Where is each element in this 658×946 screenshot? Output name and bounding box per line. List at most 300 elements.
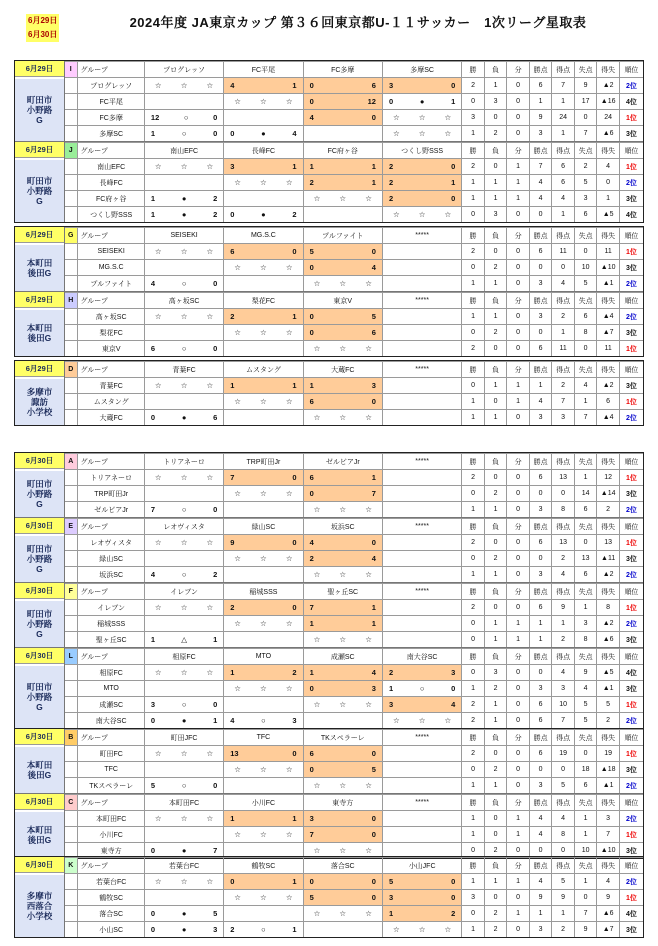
score-value: 0 (292, 603, 297, 612)
score-value: ☆ (285, 489, 293, 498)
score-value: ☆ (444, 210, 452, 219)
score-value: 0 (213, 700, 218, 709)
group-block-G (15, 227, 643, 292)
row-spacer (64, 827, 78, 843)
score-display (145, 700, 223, 709)
venue-label (15, 361, 65, 425)
stat-value: 1 (574, 600, 597, 616)
stat-value: 7 (597, 827, 620, 843)
group-letter: C (64, 795, 78, 811)
score-display (145, 413, 223, 422)
table-row (64, 78, 643, 94)
column-team-name: 青葉FC (144, 362, 223, 378)
table-row (64, 325, 643, 341)
group-label: グループ (78, 649, 144, 665)
match-result (224, 394, 303, 410)
rank-value: 3位 (619, 126, 643, 142)
stat-value: 0 (574, 244, 597, 260)
match-result (224, 665, 303, 681)
score-display (145, 749, 223, 758)
score-value: 3 (371, 684, 376, 693)
rank-value: 1位 (619, 697, 643, 713)
stat-value: 2 (462, 341, 485, 357)
result-mark: ☆ (260, 489, 267, 498)
result-mark: ☆ (260, 554, 267, 563)
score-display (145, 814, 223, 823)
match-result (224, 567, 303, 583)
venue-name: 町田市 小野路 G (15, 471, 64, 517)
match-result (382, 778, 461, 794)
score-value: 1 (213, 716, 218, 725)
stat-value: 0 (462, 260, 485, 276)
stat-value: 4 (529, 827, 552, 843)
result-mark: ☆ (339, 344, 347, 353)
score-display (145, 877, 223, 886)
stat-value: 0 (529, 486, 552, 502)
stat-header: 得点 (552, 293, 575, 309)
result-mark: ● (181, 413, 187, 422)
score-display (224, 397, 302, 406)
score-value: ☆ (392, 716, 400, 725)
score-display (304, 381, 382, 390)
stat-value: 1 (507, 159, 530, 175)
score-value: ☆ (206, 381, 214, 390)
score-value: ☆ (206, 538, 214, 547)
score-value: 1 (292, 162, 297, 171)
score-value: 6 (309, 473, 314, 482)
score-value: ☆ (392, 925, 400, 934)
row-team-name: トリアネーロ (78, 470, 144, 486)
match-result (382, 713, 461, 729)
row-team-name: FC府ヶ谷 (78, 191, 144, 207)
score-value: ☆ (206, 312, 214, 321)
rank-value: 3位 (619, 762, 643, 778)
score-display (145, 570, 223, 579)
match-result (224, 697, 303, 713)
stat-header: 得失 (597, 62, 620, 78)
stat-header: 得点 (552, 649, 575, 665)
match-result (144, 78, 223, 94)
match-date: 6月30日 (15, 518, 64, 534)
stat-value: 10 (552, 697, 575, 713)
match-result (303, 535, 382, 551)
stat-value: 0 (484, 244, 507, 260)
row-spacer (64, 502, 78, 518)
row-spacer (64, 126, 78, 142)
score-display (304, 668, 382, 677)
score-value: ☆ (234, 684, 241, 693)
match-result (144, 159, 223, 175)
stat-value: 0 (507, 551, 530, 567)
row-spacer (64, 394, 78, 410)
stat-header: 得失 (597, 362, 620, 378)
score-value: 1 (292, 381, 297, 390)
stat-value: 4 (574, 378, 597, 394)
rank-value: 2位 (619, 616, 643, 632)
match-result (144, 276, 223, 292)
table-row (64, 276, 643, 292)
row-team-name: TFC (78, 762, 144, 778)
stat-value: 0 (507, 78, 530, 94)
stat-value: 1 (484, 616, 507, 632)
score-value: ☆ (444, 113, 452, 122)
table-row (64, 827, 643, 843)
stat-value: 2 (484, 126, 507, 142)
score-value: ☆ (154, 473, 162, 482)
match-result (382, 394, 461, 410)
match-result (144, 486, 223, 502)
score-value: 1 (371, 473, 376, 482)
stat-value: 17 (574, 94, 597, 110)
match-result (144, 110, 223, 126)
score-value: 3 (150, 700, 156, 709)
row-team-name: FC多摩 (78, 110, 144, 126)
stat-value: 6 (529, 470, 552, 486)
match-result (224, 78, 303, 94)
score-value: ☆ (365, 344, 372, 353)
result-mark: ☆ (339, 505, 347, 514)
stat-value: 19 (597, 746, 620, 762)
match-result (382, 78, 461, 94)
table-row (64, 502, 643, 518)
match-result (303, 325, 382, 341)
row-team-name: 南大谷SC (78, 713, 144, 729)
stat-value: 6 (529, 535, 552, 551)
rank-value: 1位 (619, 535, 643, 551)
stat-header: 順位 (619, 519, 643, 535)
rank-value: 2位 (619, 713, 643, 729)
stat-value: 3 (529, 410, 552, 426)
column-team-name: 坂浜SC (303, 519, 382, 535)
match-result (303, 260, 382, 276)
column-team-name: ***** (382, 795, 461, 811)
stat-value: 3 (597, 811, 620, 827)
stat-value: 3 (484, 94, 507, 110)
stat-value: 0 (552, 260, 575, 276)
score-display (145, 538, 223, 547)
row-team-name: SEISEKI (78, 244, 144, 260)
score-value: 0 (292, 538, 297, 547)
stat-value: 3 (529, 502, 552, 518)
match-date: 6月30日 (15, 857, 64, 873)
stat-header: 得点 (552, 228, 575, 244)
result-mark: ● (181, 716, 187, 725)
score-value: 2 (309, 554, 314, 563)
score-value: ☆ (365, 909, 372, 918)
stat-value: 0 (507, 922, 530, 938)
score-value: ☆ (313, 570, 321, 579)
score-display (304, 247, 382, 256)
score-value: 0 (309, 312, 314, 321)
group-block-K (15, 857, 643, 937)
stat-value: 6 (574, 207, 597, 223)
stat-header: 失点 (574, 519, 597, 535)
score-value: ☆ (154, 162, 162, 171)
result-mark: ○ (181, 781, 187, 790)
stat-header: 失点 (574, 795, 597, 811)
column-team-name: ***** (382, 228, 461, 244)
venue-label (15, 227, 65, 291)
score-display (383, 893, 461, 902)
score-value: ☆ (285, 328, 293, 337)
match-result (303, 175, 382, 191)
stat-header: 得失 (597, 795, 620, 811)
column-team-name: MG.S.C (224, 228, 303, 244)
table-row (64, 486, 643, 502)
row-team-name: 青葉FC (78, 378, 144, 394)
stat-value: 5 (597, 697, 620, 713)
score-value: ☆ (313, 344, 321, 353)
stat-header: 勝点 (529, 649, 552, 665)
row-team-name: 相原FC (78, 665, 144, 681)
column-team-name: プログレッソ (144, 62, 223, 78)
score-value: ☆ (392, 210, 400, 219)
match-result (382, 486, 461, 502)
score-value: ☆ (285, 397, 293, 406)
stat-header: 勝 (462, 228, 485, 244)
stat-value: 6 (574, 309, 597, 325)
score-value: 2 (230, 312, 235, 321)
table-row (64, 159, 643, 175)
score-display (145, 113, 223, 122)
stat-value: 11 (552, 244, 575, 260)
score-value: ☆ (154, 381, 162, 390)
table-row (64, 207, 643, 223)
match-result (224, 309, 303, 325)
stat-value: 6 (529, 600, 552, 616)
score-value: 0 (371, 893, 376, 902)
score-value: 6 (371, 81, 376, 90)
score-value: ☆ (444, 129, 452, 138)
stat-value: 0 (507, 470, 530, 486)
stat-value: 6 (597, 394, 620, 410)
group-label: グループ (78, 795, 144, 811)
stat-value: 13 (574, 551, 597, 567)
match-result (382, 874, 461, 890)
stat-value: 5 (552, 778, 575, 794)
stat-value: 2 (484, 762, 507, 778)
score-value: ☆ (234, 765, 241, 774)
stat-header: 分 (507, 584, 530, 600)
column-team-name: 鶴牧SC (224, 858, 303, 874)
result-mark: ☆ (339, 700, 347, 709)
stat-value: 3 (529, 276, 552, 292)
score-display (304, 344, 382, 353)
match-result (382, 207, 461, 223)
score-value: 1 (451, 178, 456, 187)
venue-label (15, 794, 65, 858)
stat-value: 1 (552, 906, 575, 922)
score-value: ☆ (234, 489, 241, 498)
score-value: 1 (292, 925, 297, 934)
score-display (145, 129, 223, 138)
stat-value: 0 (484, 827, 507, 843)
score-value: 0 (309, 765, 314, 774)
row-spacer (64, 874, 78, 890)
score-value: 7 (309, 830, 314, 839)
stat-value: 0 (529, 665, 552, 681)
group-label: グループ (78, 143, 144, 159)
rank-value: 3位 (619, 922, 643, 938)
stat-value: 0 (507, 325, 530, 341)
score-value: 0 (213, 781, 218, 790)
stat-value: 9 (552, 600, 575, 616)
venue-label (15, 61, 65, 141)
group-letter: K (64, 858, 78, 874)
row-spacer (64, 535, 78, 551)
score-value: 2 (213, 210, 218, 219)
match-date: 6月30日 (15, 648, 64, 664)
row-team-name: 小山SC (78, 922, 144, 938)
stat-value: ▲10 (597, 260, 620, 276)
score-display (304, 909, 382, 918)
stat-value: 3 (462, 110, 485, 126)
column-team-name: 聖ヶ丘SC (303, 584, 382, 600)
match-result (382, 697, 461, 713)
stat-value: ▲2 (597, 78, 620, 94)
match-result (144, 309, 223, 325)
group-label: グループ (78, 584, 144, 600)
stat-value: 2 (597, 502, 620, 518)
stat-value: 1 (462, 811, 485, 827)
score-value: ☆ (234, 830, 241, 839)
stat-value: 0 (507, 207, 530, 223)
stat-value: 4 (574, 681, 597, 697)
rank-value: 3位 (619, 378, 643, 394)
result-mark: ☆ (180, 312, 188, 321)
stat-value: 1 (484, 713, 507, 729)
rank-value: 1位 (619, 394, 643, 410)
score-display (224, 328, 302, 337)
rank-value: 2位 (619, 276, 643, 292)
stat-value: 0 (529, 843, 552, 859)
score-value: 3 (371, 381, 376, 390)
match-result (224, 470, 303, 486)
score-value: ☆ (313, 194, 321, 203)
group-block-H (15, 292, 643, 356)
result-mark: ☆ (339, 846, 347, 855)
score-value: 4 (309, 113, 314, 122)
group-label: グループ (78, 519, 144, 535)
score-value: ☆ (285, 619, 293, 628)
score-display (145, 210, 223, 219)
row-spacer (64, 697, 78, 713)
result-mark: ● (181, 194, 187, 203)
score-value: 1 (292, 814, 297, 823)
row-team-name: 東京V (78, 341, 144, 357)
group-label: グループ (78, 858, 144, 874)
row-team-name: 坂浜SC (78, 567, 144, 583)
row-spacer (64, 778, 78, 794)
result-mark: ● (181, 925, 187, 934)
group-table (64, 361, 643, 425)
rank-value: 2位 (619, 874, 643, 890)
row-team-name: 本町田FC (78, 811, 144, 827)
score-value: 7 (213, 846, 218, 855)
score-value: ☆ (313, 781, 321, 790)
stat-value: 1 (574, 874, 597, 890)
score-value: 0 (371, 877, 376, 886)
score-value: 0 (451, 194, 456, 203)
score-value: 0 (371, 247, 376, 256)
row-spacer (64, 341, 78, 357)
score-value: 1 (292, 877, 297, 886)
match-date: 6月29日 (15, 227, 64, 243)
venue-section (14, 856, 644, 938)
stat-value: 3 (574, 616, 597, 632)
row-spacer (64, 746, 78, 762)
row-spacer (64, 94, 78, 110)
stat-value: 1 (462, 567, 485, 583)
stat-value: 1 (597, 191, 620, 207)
stat-value: 1 (484, 632, 507, 648)
stat-value: 1 (484, 175, 507, 191)
score-display (304, 570, 382, 579)
stat-value: ▲1 (597, 681, 620, 697)
score-value: 1 (371, 603, 376, 612)
score-display (304, 846, 382, 855)
stat-value: 0 (574, 110, 597, 126)
score-display (383, 162, 461, 171)
score-display (304, 635, 382, 644)
stat-value: 0 (462, 762, 485, 778)
score-display (224, 97, 302, 106)
stat-value: 4 (529, 874, 552, 890)
stat-header: 負 (484, 649, 507, 665)
match-result (144, 535, 223, 551)
stat-header: 分 (507, 143, 530, 159)
column-team-name: 多摩SC (382, 62, 461, 78)
stat-value: 1 (507, 874, 530, 890)
score-value: ☆ (365, 194, 372, 203)
match-result (303, 551, 382, 567)
table-row (64, 110, 643, 126)
stat-value: 19 (552, 746, 575, 762)
stat-header: 負 (484, 362, 507, 378)
result-mark: ☆ (180, 603, 188, 612)
stat-value: 1 (507, 394, 530, 410)
score-value: 9 (230, 538, 235, 547)
result-mark: ○ (181, 279, 187, 288)
score-display (145, 925, 223, 934)
stat-value: 0 (507, 276, 530, 292)
score-value: 0 (371, 749, 376, 758)
score-display (304, 619, 382, 628)
score-value: 1 (150, 635, 156, 644)
stat-value: ▲5 (597, 207, 620, 223)
score-value: 3 (388, 700, 394, 709)
match-date: 6月30日 (15, 453, 64, 469)
column-team-name: つくし野SSS (382, 143, 461, 159)
match-result (144, 827, 223, 843)
score-value: ☆ (285, 893, 293, 902)
stat-value: 0 (462, 843, 485, 859)
group-label: グループ (78, 62, 144, 78)
stat-value: 6 (552, 175, 575, 191)
column-team-name: レオヴィスタ (144, 519, 223, 535)
score-value: ☆ (313, 635, 321, 644)
score-value: ☆ (365, 279, 372, 288)
stat-value: 1 (484, 410, 507, 426)
stat-value: 11 (597, 341, 620, 357)
table-row (64, 175, 643, 191)
score-value: 12 (367, 97, 376, 106)
stat-header: 得失 (597, 730, 620, 746)
column-team-name: ***** (382, 293, 461, 309)
group-letter: F (64, 584, 78, 600)
group-block-A (15, 453, 643, 518)
match-result (224, 632, 303, 648)
